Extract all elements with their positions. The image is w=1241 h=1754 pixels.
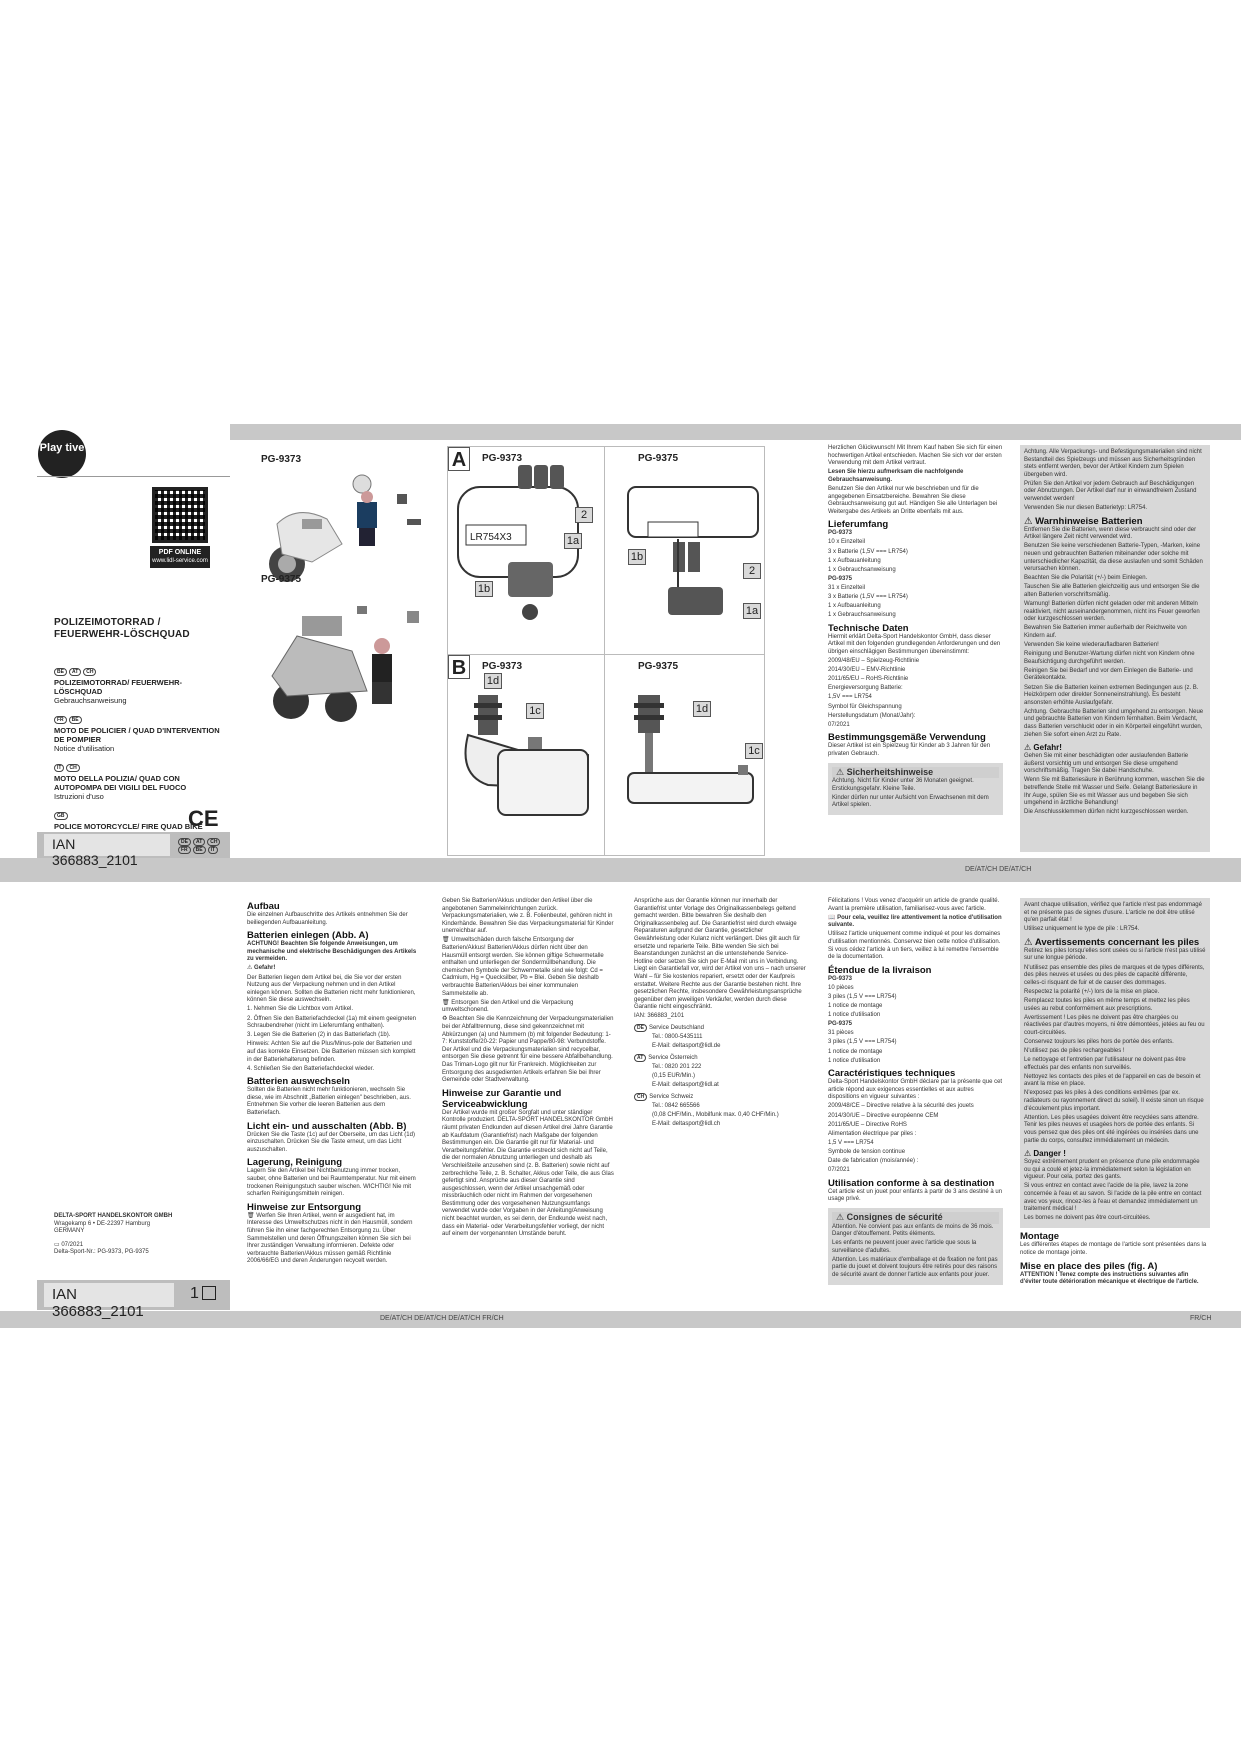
list-item: Achtung. Gebrauchte Batterien sind umgehend zu entsorgen. Neue und gebrauchte Batterien von Kindern fernhalten. Beim Verdacht, dass Batterien verschluckt oder in ein Körperteil eingeführt wurden, ziehen Sie sofort einen Arzt zu Rate.	[1024, 708, 1204, 738]
bottom-grey-band	[0, 1311, 1241, 1328]
list-item: 1,5 V === LR754	[828, 1139, 874, 1146]
ian-label: IAN 366883_2101	[44, 834, 170, 856]
warning-icon: ⚠	[836, 1211, 847, 1222]
read-note: Lesen Sie hierzu aufmerksam die nachfolgende Gebrauchsanweisung.	[828, 469, 964, 483]
list-item: 1,5V === LR754	[828, 694, 872, 701]
list-item: 2014/30/EU – EMV-Richtlinie	[828, 667, 906, 674]
paragraph: Cet article est un jouet pour enfants à partir de 3 ans destiné à un usage privé.	[828, 1188, 1003, 1203]
paragraph: Entsorgen Sie den Artikel und die Verpackung umweltschonend.	[442, 999, 574, 1014]
lang-badge: AT	[634, 1054, 646, 1062]
lang-title: POLIZEIMOTORRAD/ FEUERWEHR-LÖSCHQUAD	[54, 678, 183, 696]
paragraph: ACHTUNG! Beachten Sie folgende Anweisungen, um mechanische und elektrische Beschädigungen des Artikels zu vermeiden.	[247, 941, 417, 963]
list-item: 31 pièces	[828, 1030, 854, 1037]
lang-subtitle: Notice d'utilisation	[54, 744, 115, 753]
callout-1b: 1b	[628, 549, 646, 565]
list-item: Conservez toujours les piles hors de portée des enfants.	[1024, 1038, 1174, 1045]
paragraph: Der Batterien liegen dem Artikel bei, die Sie vor der ersten Nutzung aus der Verpackung nehmen und in den Artikel einlegen können. Sollten die Batterien nicht mehr funktionieren, können Sie diese auswechseln.	[247, 974, 416, 1004]
date-value: 07/2021	[828, 721, 850, 728]
intro-text: Herzlichen Glückwunsch! Mit Ihrem Kauf haben Sie sich für einen hochwertigen Artikel entschieden. Machen Sie sich vor der ersten Verwendung mit dem Artikel vertraut.	[828, 445, 1003, 467]
warning-icon: ⚠	[1024, 743, 1034, 753]
list-item: Entfernen Sie die Batterien, wenn diese verbraucht sind oder der Artikel längere Zeit nicht verwendet wird.	[1024, 526, 1197, 541]
list-item: 1 x Aufbauanleitung	[828, 557, 881, 564]
pdf-online-url: www.lidl-service.com	[152, 558, 208, 564]
section-heading: Lieferumfang	[828, 519, 889, 531]
date-row	[54, 1242, 224, 1250]
lang-block-it	[54, 756, 229, 801]
list-item: Alimentation électrique par piles :	[828, 1130, 917, 1137]
figure-a-panel	[447, 446, 765, 661]
list-item: Hinweis: Achten Sie auf die Plus/Minus-pole der Batterien und auf das korrekte Einsetzen. Die Batterien müssen sich komplett in der Batteriehalterung befinden.	[247, 1041, 416, 1063]
figure-b-panel	[447, 654, 765, 856]
list-item: 10 x Einzelteil	[828, 539, 866, 546]
service-email[interactable]: E-Mail: deltasport@lidl.at	[652, 1082, 719, 1089]
book-icon: 📖	[828, 914, 838, 921]
list-item: 2011/65/EU – RoHS-Richtlinie	[828, 676, 909, 683]
callout-2: 2	[575, 507, 593, 523]
battery-warn-heading	[1024, 937, 1206, 948]
list-item: 1 notice d'utilisation	[828, 1012, 881, 1019]
bottom-col-5	[1020, 898, 1210, 1308]
product-panel	[237, 446, 437, 856]
divider	[37, 476, 230, 477]
paragraph: Ansprüche aus der Garantie können nur innerhalb der Garantiefrist unter Vorlage des Originalkassenbelegs geltend gemacht werden. Bitte bewahren Sie deshalb den Originalkassenbeleg auf. Die Garantiefrist wird durch etwaige Reparaturen aufgrund der Garantie, gesetzlicher Gewährleistung oder Kulanz nicht verlängert. Dies gilt auch für ersetzte und reparierte Teile. Bitte wenden Sie sich bei Beanstandungen zunächst an die untenstehende Service-Hotline oder setzen Sie sich per E-Mail mit uns in Verbindung. Liegt ein Garantiefall vor, wird der Artikel von uns – nach unserer Wahl – für Sie kostenlos repariert, ersetzt oder der Kaufpreis erstattet. Weitere Rechte aus der Garantie bestehen nicht. Ihre gesetzlichen Rechte, insbesondere Gewährleistungsansprüche gegenüber dem jeweiligen Verkäufer, werden durch diese Garantie nicht eingeschränkt.	[634, 898, 806, 1011]
list-item: Reinigen Sie bei Bedarf und vor dem Einlegen die Batterie- und Gerätekontakte.	[1024, 667, 1193, 682]
pg-label: PG-9375	[828, 1021, 853, 1028]
paragraph: ATTENTION ! Tenez compte des instructions suivantes afin d'éviter toute détérioration mécanique et électrique de l'article.	[1020, 1271, 1199, 1286]
list-item: Attention. Les piles usagées doivent être recyclées sans attendre. Tenir les piles neuves et usagées hors de portée des enfants. Si vous pensez que des piles ont été ingérées ou insérées dans une partie du corps, consultez immédiatement un médecin.	[1024, 1114, 1199, 1144]
service-phone[interactable]: Tel.: 0842 665566	[652, 1102, 700, 1109]
paragraph-with-icon	[442, 937, 614, 998]
warning-icon: ⚠	[1024, 936, 1035, 948]
company-address: Wragekamp 6 • DE-22397 Hamburg	[54, 1220, 151, 1227]
lang-badge: BE	[54, 668, 67, 676]
paragraph: Delta-Sport Handelskontor GmbH déclare par la présente que cet article répond aux exigences essentielles et aux autres dispositions en vigueur suivantes :	[828, 1079, 1003, 1101]
lang-badge: DE	[634, 1024, 647, 1032]
list-item: 3 piles (1,5 V === LR754)	[828, 1039, 897, 1046]
fire-quad-image	[257, 596, 432, 726]
list-item: Verwenden Sie nur diesen Batterietyp: LR754.	[1024, 505, 1148, 512]
lang-badge: AT	[193, 838, 205, 846]
safety-heading	[832, 1212, 999, 1224]
warning-icon: ⚠	[247, 965, 255, 972]
gefahr-text: Gefahr!	[254, 965, 276, 972]
list-item: Avertissement ! Les piles ne doivent pas être chargées ou réactivées par d'autres moyens, ni être démontées, jetées au feu ou court-circuitées.	[1024, 1014, 1205, 1036]
paragraph-with-icon	[442, 1000, 614, 1015]
paragraph-with-icon	[247, 1213, 417, 1266]
lang-badge: CH	[83, 668, 96, 676]
list-item: N'exposez pas les piles à des conditions extrêmes (par ex. radiateurs ou rayonnement direct du soleil). Il existe sinon un risque d'écoulement plus important.	[1024, 1090, 1204, 1112]
danger-heading-text: Danger !	[1033, 1149, 1066, 1159]
service-de	[634, 1024, 806, 1051]
section-heading: Lagerung, Reinigung	[247, 1157, 342, 1169]
callout-1d: 1d	[693, 701, 711, 717]
list-item: Respectez la polarité (+/-) lors de la mise en place.	[1024, 988, 1160, 995]
list-item: 1 notice de montage	[828, 1003, 883, 1010]
ian-line: IAN: 366883_2101	[634, 1013, 685, 1020]
list-item: Die Anschlussklemmen dürfen nicht kurzgeschlossen werden.	[1024, 809, 1189, 816]
list-item: Gehen Sie mit einer beschädigten oder auslaufenden Batterie äußerst vorsichtig um und entsorgen Sie diese umgehend vorschriftsmäßig. Tragen Sie dabei Handschuhe.	[1024, 753, 1189, 775]
gefahr-label	[247, 965, 417, 973]
paragraph: Beachten Sie die Kennzeichnung der Verpackungsmaterialien bei der Abfalltrennung, diese sind gekennzeichnet mit Abkürzungen (a) und Nummern (b) mit folgender Bedeutung: 1-7: Kunststoffe/20-22: Papier und Pappe/80-98: Verbundstoffe. Der Artikel und die Verpackungsmaterialien sind recycelbar, entsorgen Sie diese getrennt für eine bessere Abfallbehandlung. Das Triman-Logo gilt nur für Frankreich. Möglichkeiten zur Entsorgung des ausgedienten Artikels erfahren Sie bei Ihrer Gemeinde oder Stadtverwaltung.	[442, 1016, 614, 1084]
list-item: 3 x Batterie (1,5V === LR754)	[828, 594, 908, 600]
paragraph: Lagern Sie den Artikel bei Nichtbenutzung immer trocken, sauber, ohne Batterien und bei Raumtemperatur. Nur mit einem trockenen Reinigungstuch sauber wischen. WICHTIG! Nie mit scharfen Reinigungsmitteln reinigen.	[247, 1168, 416, 1198]
page-checkbox	[202, 1286, 216, 1300]
callout-1a: 1a	[564, 533, 582, 549]
bottom-col-2	[442, 898, 614, 1240]
lang-badge: DE	[178, 838, 191, 846]
lang-badge: FR	[54, 716, 67, 724]
bottom-col-3	[634, 898, 806, 1130]
paragraph: Umweltschäden durch falsche Entsorgung der Batterien/Akkus! Batterien/Akkus dürfen nicht über den Hausmüll entsorgt werden. Sie können giftige Schwermetalle enthalten und unterliegen der Sondermüllbehandlung. Die chemischen Symbole der Schwermetalle sind wie folgt: Cd = Cadmium, Hg = Quecksilber, Pb = Blei. Geben Sie deshalb verbrauchte Batterien/Akkus bei einer kommunalen Sammelstelle ab.	[442, 937, 604, 997]
list-item: Reinigung und Benutzer-Wartung dürfen nicht von Kindern ohne Beaufsichtigung durchgeführt werden.	[1024, 651, 1195, 665]
ian-badges	[178, 838, 226, 854]
section-heading: Bestimmungsgemäße Verwendung	[828, 732, 986, 744]
list-item: Achtung. Alle Verpackungs- und Befestigungsmaterialien sind nicht Bestandteil des Spielzeugs und müssen aus Sicherheitsgründen stets entfernt werden, bevor der Artikel Kindern zum Spielen übergeben wird.	[1024, 449, 1202, 478]
lang-subtitle: Gebrauchsanweisung	[54, 696, 127, 705]
list-item: Retirez les piles lorsqu'elles sont usées ou si l'article n'est pas utilisé sur une longue période.	[1024, 947, 1206, 962]
list-item: Si vous entrez en contact avec l'acide de la pile, lavez la zone concernée à l'eau et au savon. Si l'acide de la pile entre en contact avec vos yeux, rincez-les à l'eau et demandez immédiatement un traitement médical !	[1024, 1183, 1202, 1213]
service-phone[interactable]: Tel.: 0800-5435111	[652, 1034, 703, 1041]
list-item: 1 x Aufbauanleitung	[828, 603, 881, 610]
company-name: DELTA-SPORT HANDELSKONTOR GMBH	[54, 1213, 173, 1219]
de-warnings-column	[1020, 445, 1210, 852]
list-item: Remplacez toutes les piles en même temps et mettez les piles usées au rebut conformément aux prescriptions.	[1024, 997, 1190, 1012]
pg-label: PG-9373	[828, 975, 853, 982]
service-at	[634, 1054, 806, 1090]
lang-subtitle: Istruzioni d'uso	[54, 792, 104, 801]
section-heading: Utilisation conforme à sa destination	[828, 1177, 995, 1189]
lang-badge: GB	[54, 812, 68, 820]
bottom-col-1	[247, 898, 417, 1267]
date-value: 07/2021	[828, 1167, 850, 1174]
service-name: Service Deutschland	[648, 1025, 704, 1031]
crossed-bin-icon: 🗑	[247, 1212, 257, 1219]
list-item: 3 x Batterie (1,5V === LR754)	[828, 548, 908, 555]
service-ch	[634, 1093, 806, 1129]
service-rate: (0,08 CHF/Min., Mobilfunk max. 0,40 CHF/Min.)	[652, 1111, 779, 1118]
list-item: Benutzen Sie keine verschiedenen Batterie-Typen, -Marken, keine neuen und gebrauchten Batterien miteinander oder solche mit unterschiedlicher Kapazität, da diese auslaufen und somit Schäden verursachen können.	[1024, 543, 1203, 573]
page-number	[190, 1285, 216, 1303]
list-item: 31 x Einzelteil	[828, 584, 866, 591]
safety-heading	[832, 767, 999, 779]
service-email[interactable]: E-Mail: deltasport@lidl.de	[652, 1043, 721, 1050]
fr-warnings-box	[1020, 898, 1210, 1228]
battery-bin-icon: 🗑	[442, 937, 452, 944]
use-body: Dieser Artikel ist ein Spielzeug für Kinder ab 3 Jahren für den privaten Gebrauch.	[828, 743, 991, 757]
service-rate: (0,15 EUR/Min.)	[652, 1072, 696, 1079]
company-block	[54, 1213, 224, 1257]
lang-badge: FR	[178, 846, 191, 854]
lang-badge: CH	[207, 838, 220, 846]
list-item: 1. Nehmen Sie die Lichtbox vom Artikel.	[247, 1006, 354, 1013]
ident-number: Delta-Sport-Nr.: PG-9373, PG-9375	[54, 1249, 149, 1256]
paragraph: Les différentes étapes de montage de l'article sont présentées dans la notice de montage jointe.	[1020, 1242, 1207, 1256]
bin-icon: 🗑	[442, 999, 452, 1006]
section-heading: Licht ein- und ausschalten (Abb. B)	[247, 1120, 407, 1132]
svg-text:LR754X3: LR754X3	[470, 532, 512, 543]
section-heading: Étendue de la livraison	[828, 964, 932, 976]
lang-badge: BE	[69, 716, 82, 724]
dc-symbol-label: Symbol für Gleichspannung	[828, 703, 902, 710]
list-item: Bewahren Sie Batterien immer außerhalb der Reichweite von Kindern auf.	[1024, 625, 1187, 639]
list-item: Warnung! Batterien dürfen nicht geladen oder mit anderen Mitteln reaktiviert, nicht auseinandergenommen, nicht ins Feuer geworfen oder kurzgeschlossen werden.	[1024, 601, 1200, 623]
figure-a-label-pg9373: PG-9373	[482, 453, 523, 464]
lang-badge: CH	[634, 1093, 647, 1101]
list-item: 2014/30/UE – Directive européenne CEM	[828, 1112, 939, 1119]
service-name: Service Österreich	[648, 1054, 698, 1061]
warning-icon: ⚠	[836, 766, 847, 777]
list-item: 1 x Gebrauchsanweisung	[828, 612, 896, 619]
list-item: Beachten Sie die Polarität (+/-) beim Einlegen.	[1024, 575, 1148, 582]
service-phone[interactable]: Tel.: 0820 201 222	[652, 1063, 702, 1070]
recycle-icon: ♻	[442, 1016, 450, 1023]
list-item: Attention. Les matériaux d'emballage et de fixation ne font pas partie du jouet et doivent toujours être retirés pour des raisons de sécurité avant de donner l'article aux enfants pour jouer.	[832, 1256, 998, 1279]
pg-label: PG-9375	[828, 575, 853, 582]
safety-heading-text: Sicherheitshinweise	[846, 766, 934, 777]
warning-icon: ⚠	[1024, 1149, 1034, 1159]
list-item: Utilisez uniquement le type de pile : LR754.	[1024, 926, 1140, 933]
callout-2: 2	[743, 563, 761, 579]
list-item: Wenn Sie mit Batteriesäure in Berührung kommen, waschen Sie die betreffende Stelle mit Wasser und Seife. Gelangt Batteriesäure in Ihr Auge, spülen Sie es mit Wasser aus und begeben Sie sich umgehend in ärztliche Behandlung!	[1024, 777, 1205, 807]
list-item: Tauschen Sie alle Batterien gleichzeitig aus und entsorgen Sie die alten Batterien vorschriftsmäßig.	[1024, 584, 1200, 598]
battery-warn-heading-text: Warnhinweise Batterien	[1035, 515, 1143, 527]
date-value: 07/2021	[61, 1241, 84, 1248]
list-item: Attention. Ne convient pas aux enfants de moins de 36 mois. Danger d'étouffement. Petits éléments.	[832, 1223, 994, 1238]
lang-title: MOTO DE POLICIER / QUAD D'INTERVENTION DE POMPIER	[54, 726, 220, 744]
section-heading: Aufbau	[247, 901, 280, 912]
list-item: 1 notice d'utilisation	[828, 1057, 881, 1064]
section-heading: Montage	[1020, 1231, 1060, 1243]
section-heading: Batterien auswechseln	[247, 1076, 350, 1088]
callout-1d: 1d	[484, 673, 502, 689]
list-item: 3 piles (1,5 V === LR754)	[828, 993, 897, 1000]
ce-mark: CE	[188, 806, 219, 831]
battery-warn-heading-text: Avertissements concernant les piles	[1034, 936, 1200, 948]
callout-1b: 1b	[475, 581, 493, 597]
safety-box	[828, 763, 1003, 816]
bottom-footer-left: DE/AT/CH DE/AT/CH DE/AT/CH FR/CH	[380, 1315, 504, 1322]
cover-title: POLIZEIMOTORRAD / FEUERWEHR-LÖSCHQUAD	[54, 617, 190, 640]
battery-warn-heading	[1024, 516, 1206, 527]
de-intro-column	[828, 445, 1003, 815]
figure-b-letter: B	[448, 655, 470, 679]
figure-b-label-pg9375: PG-9375	[638, 661, 679, 672]
list-item: Avant chaque utilisation, vérifiez que l'article n'est pas endommagé et ne présente pas de signes d'usure. L'article ne doit être utilisé qu'en parfait état !	[1024, 902, 1202, 924]
section-heading: Batterien einlegen (Abb. A)	[247, 930, 369, 942]
list-item: Verwenden Sie keine wiederaufladbaren Batterien!	[1024, 642, 1159, 649]
lang-title: POLICE MOTORCYCLE/ FIRE QUAD BIKE	[54, 822, 203, 831]
date-label: Herstellungsdatum (Monat/Jahr):	[828, 712, 916, 719]
warning-icon: ⚠	[1024, 515, 1036, 527]
read-note	[828, 915, 1003, 930]
tech-body: Hiermit erklärt Delta-Sport Handelskontor GmbH, dass dieser Artikel mit den folgenden grundlegenden Anforderungen und den übrigen einschlägigen Bestimmungen übereinstimmt:	[828, 633, 1001, 655]
list-item: Nettoyez les contacts des piles et de l'appareil en cas de besoin et avant la mise en place.	[1024, 1073, 1201, 1088]
danger-heading	[1024, 1148, 1206, 1159]
ian-label-bottom: IAN 366883_2101	[44, 1283, 174, 1307]
top-grey-band	[230, 424, 1241, 440]
lang-block-fr	[54, 708, 229, 753]
bottom-footer-right: FR/CH	[1190, 1315, 1212, 1322]
paragraph: Werfen Sie Ihren Artikel, wenn er ausgedient hat, im Interesse des Umweltschutzes nicht in den Hausmüll, sondern führen Sie ihn einer fachgerechten Entsorgung zu. Über Sammelstellen und deren Öffnungszeiten können Sie sich bei Ihrer zuständigen Verwaltung informieren. Defekte oder verbrauchte Batterien/Akkus müssen gemäß Richtlinie 2006/66/EG und deren Änderungen recycelt werden.	[247, 1212, 413, 1265]
callout-1a: 1a	[743, 603, 761, 619]
list-item: 2011/65/UE – Directive RoHS	[828, 1121, 907, 1128]
figure-a-letter: A	[448, 447, 470, 471]
figure-b-label-pg9373: PG-9373	[482, 661, 523, 672]
pg-label: PG-9373	[828, 530, 853, 537]
paragraph: Félicitations ! Vous venez d'acquérir un article de grande qualité. Avant la première utilisation, familiarisez-vous avec l'article.	[828, 898, 1000, 912]
figure-a-label-pg9375: PG-9375	[638, 453, 679, 464]
list-item: 2009/48/EU – Spielzeug-Richtlinie	[828, 658, 920, 665]
safety-box	[828, 1208, 1003, 1285]
lang-badge: IT	[54, 764, 64, 772]
paragraph: Der Artikel wurde mit großer Sorgfalt und unter ständiger Kontrolle produziert. DELTA-SPORT HANDELSKONTOR GmbH räumt privaten Endkunden auf diesen Artikel drei Jahre Garantie ab Kaufdatum (Garantiefrist) nach Maßgabe der folgenden Bestimmungen ein. Die Garantie gilt nur für Material- und Verarbeitungsfehler. Die Garantie erstreckt sich nicht auf Teile, die der normalen Abnutzung unterliegen und deshalb als Verschleißteile anzusehen sind (z. B. Batterien) sowie nicht auf zerbrechliche Teile, z. B. Schalter, Akkus oder Teile, die aus Glas gefertigt sind. Ansprüche aus dieser Garantie sind ausgeschlossen, wenn der Artikel unsachgemäß oder missbräuchlich oder nicht im Rahmen der vorgesehenen Bestimmung oder des vorgesehenen Nutzungsumfangs verwendet wurde oder Vorgaben in der Anleitung/Anweisung nicht beachtet wurden, es sei denn, der Endkunde weist nach, dass ein Material- oder Verarbeitungsfehler vorliegt, der nicht auf einem der vorgenannten Umstände beruht.	[442, 1109, 614, 1238]
section-heading: Technische Daten	[828, 622, 909, 634]
lang-block-de	[54, 660, 229, 705]
playtive-logo: Play tive	[38, 430, 86, 478]
list-item: 3. Legen Sie die Batterien (2) in das Batteriefach (1b).	[247, 1032, 391, 1039]
list-item: Kinder dürfen nur unter Aufsicht von Erwachsenen mit dem Artikel spielen.	[832, 794, 989, 809]
list-item: Soyez extrêmement prudent en présence d'une pile endommagée ou qui a coulé et jetez-la immédiatement selon la législation en vigueur. Pour cela, portez des gants.	[1024, 1159, 1200, 1181]
list-item: 1 x Gebrauchsanweisung	[828, 566, 896, 573]
mid-footer-langs: DE/AT/CH DE/AT/CH	[965, 866, 1032, 873]
safety-heading-text: Consignes de sécurité	[846, 1211, 943, 1222]
read-body: Benutzen Sie den Artikel nur wie beschrieben und für die angegebenen Einsatzbereiche. Bewahren Sie diese Gebrauchsanweisung gut auf. Händigen Sie alle Unterlagen bei Weitergabe des Artikels an Dritte ebenfalls mit aus.	[828, 485, 998, 515]
list-item: Energieversorgung Batterie:	[828, 685, 903, 692]
section-heading: Caractéristiques techniques	[828, 1068, 956, 1080]
list-item: 4. Schließen Sie den Batteriefachdeckel wieder.	[247, 1065, 375, 1072]
lang-badge: BE	[193, 846, 206, 854]
list-item: 2009/48/CE – Directive relative à la sécurité des jouets	[828, 1103, 974, 1110]
read-note-text: Pour cela, veuillez lire attentivement la notice d'utilisation suivante.	[828, 914, 1002, 929]
section-heading: Hinweise zur Entsorgung	[247, 1201, 362, 1213]
danger-heading-text: Gefahr!	[1033, 743, 1062, 753]
callout-1c: 1c	[526, 703, 544, 719]
company-country: GERMANY	[54, 1228, 85, 1235]
date-label: Date de fabrication (mois/année) :	[828, 1158, 919, 1165]
list-item: N'utilisez pas de piles rechargeables !	[1024, 1048, 1125, 1054]
list-item: 10 pièces	[828, 984, 854, 991]
service-name: Service Schweiz	[649, 1093, 694, 1100]
lang-badge: IT	[208, 846, 218, 854]
callout-1c: 1c	[745, 743, 763, 759]
service-email[interactable]: E-Mail: deltasport@lidl.ch	[652, 1120, 721, 1127]
paragraph: Geben Sie Batterien/Akkus und/oder den Artikel über die angebotenen Sammeleinrichtungen zurück. Verpackungsmaterialien, wie z. B. Folienbeutel, gehören nicht in Kinderhände. Bewahren Sie das Verpackungsmaterial für Kinder unerreichbar auf.	[442, 898, 614, 935]
list-item: Prüfen Sie den Artikel vor jedem Gebrauch auf Beschädigungen oder Abnutzungen. Der Artikel darf nur in einwandfreiem Zustand verwendet werden!	[1024, 480, 1197, 503]
battery-diagram	[448, 447, 766, 661]
list-item: Les bornes ne doivent pas être court-circuitées.	[1024, 1215, 1151, 1222]
qr-code[interactable]	[152, 487, 208, 543]
section-heading: Hinweise zur Garantie und Serviceabwicklung	[442, 1087, 562, 1110]
section-heading: Mise en place des piles (fig. A)	[1020, 1260, 1158, 1272]
list-item: Les enfants ne peuvent jouer avec l'article que sous la surveillance d'adultes.	[832, 1240, 977, 1254]
product-label-pg9375: PG-9375	[261, 574, 302, 585]
list-item: 1 notice de montage	[828, 1048, 883, 1055]
lang-badge: CH	[66, 764, 79, 772]
lang-title: MOTO DELLA POLIZIA/ QUAD CON AUTOPOMPA DEI VIGILI DEL FUOCO	[54, 774, 187, 792]
paragraph: Drücken Sie die Taste (1c) auf der Oberseite, um das Licht (1d) einzuschalten. Drücken Sie die Taste erneut, um das Licht auszuschalten.	[247, 1131, 415, 1153]
list-item: Achtung. Nicht für Kinder unter 36 Monaten geeignet. Erstickungsgefahr. Kleine Teile.	[832, 778, 974, 792]
pdf-online-badge	[150, 546, 210, 568]
paragraph-with-icon	[442, 1016, 614, 1084]
mid-grey-band	[0, 858, 1241, 882]
danger-heading	[1024, 742, 1206, 753]
paragraph: Die einzelnen Aufbauschritte des Artikels entnehmen Sie der beiliegenden Aufbauanleitung.	[247, 912, 408, 926]
bottom-col-4	[828, 898, 1003, 1285]
product-label-pg9373: PG-9373	[261, 454, 302, 465]
dc-symbol-label: Symbole de tension continue	[828, 1148, 906, 1155]
paragraph: Utilisez l'article uniquement comme indiqué et pour les domaines d'utilisation mentionnés. Conservez bien cette notice d'utilisation. Si vous cédez l'article à un tiers, veillez à lui remettre l'ensemble de la documentation.	[828, 931, 1001, 961]
lang-badge: AT	[69, 668, 81, 676]
list-item: Setzen Sie die Batterien keinen extremen Bedingungen aus (z. B. Heizkörpern oder direkter Sonneneinstrahlung). Es besteht ansonsten erhöhte Auslaufgefahr.	[1024, 684, 1199, 706]
paragraph: Sollten die Batterien nicht mehr funktionieren, wechseln Sie diese, wie im Abschnitt „Batterien einlegen" beschrieben, aus. Entnehmen Sie vorher die leeren Batterien aus dem Batteriefach.	[247, 1087, 411, 1116]
list-item: 2. Öffnen Sie den Batteriefachdeckel (1a) mit einem geeigneten Schraubendreher (nicht im Lieferumfang enthalten).	[247, 1015, 416, 1030]
list-item: N'utilisez pas ensemble des piles de marques et de types différents, des piles neuves et usées ou des piles de capacité différente, celles-ci risquant de fuir et de causer des dommages.	[1024, 964, 1205, 986]
pdf-online-label: PDF ONLINE	[158, 549, 202, 556]
list-item: Le nettoyage et l'entretien par l'utilisateur ne doivent pas être effectués par des enfants non surveillés.	[1024, 1057, 1186, 1071]
police-motorcycle-image	[257, 474, 432, 589]
page-number-text: 1	[190, 1285, 199, 1302]
factory-icon: ▭	[54, 1241, 62, 1248]
